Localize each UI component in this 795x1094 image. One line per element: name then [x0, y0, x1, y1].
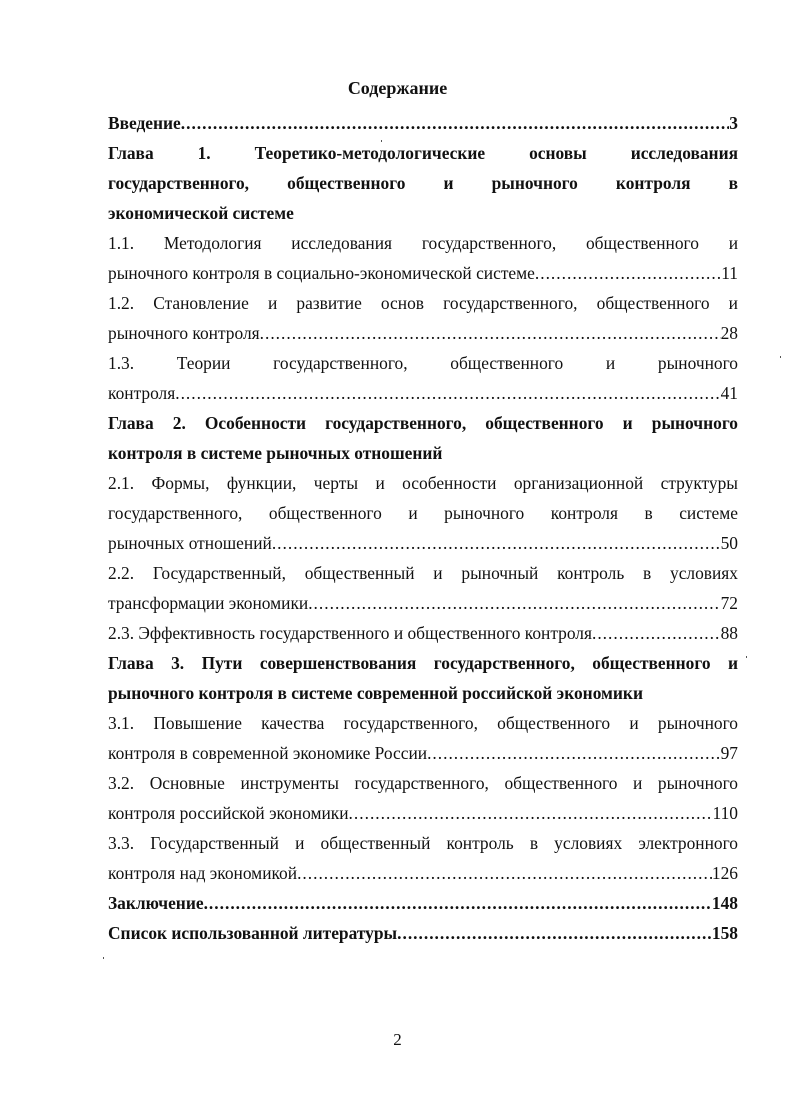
toc-page-number: 110 — [712, 803, 738, 823]
toc-leader-dots — [175, 378, 720, 408]
toc-page-number: 126 — [711, 863, 738, 883]
toc-leader-dots — [260, 318, 721, 348]
toc-chapter-1-line-2: государственного, общественного и рыночного контроля в — [108, 173, 738, 193]
toc-entry-text: рыночных отношений — [108, 533, 272, 553]
toc-entry-text: Заключение — [108, 893, 204, 913]
toc-entry-text: контроля — [108, 383, 176, 403]
toc-entry-text: рыночного контроля в социально-экономической системе — [108, 263, 535, 283]
toc-leader-dots — [308, 588, 720, 618]
toc-section-2-1 — [108, 528, 738, 558]
toc-entry-text: контроля российской экономики — [108, 803, 349, 823]
toc-entry-text: трансформации экономики — [108, 593, 309, 613]
toc-page-number: 3 — [729, 113, 738, 133]
toc-section-1-2-line-1: 1.2. Становление и развитие основ государственного, общественного и — [108, 293, 738, 313]
toc-section-2-3 — [108, 618, 738, 648]
toc-section-3-3-line-1: 3.3. Государственный и общественный контроль в условиях электронного — [108, 833, 738, 853]
toc-chapter-2-line-1: Глава 2. Особенности государственного, общественного и рыночного — [108, 413, 738, 433]
toc-leader-dots — [181, 108, 730, 138]
toc-page-number: 28 — [720, 323, 738, 343]
toc-section-3-2 — [108, 798, 738, 828]
toc-leader-dots — [427, 738, 721, 768]
toc-section-3-2-line-1: 3.2. Основные инструменты государственного, общественного и рыночного — [108, 773, 738, 793]
toc-leader-dots — [397, 918, 712, 948]
toc-chapter-3-line-1: Глава 3. Пути совершенствования государственного, общественного и — [108, 653, 738, 673]
toc-chapter-3-line-2: рыночного контроля в системе современной российской экономики — [108, 683, 643, 703]
toc-entry-text: Список использованной литературы — [108, 923, 398, 943]
toc-page-number: 97 — [720, 743, 738, 763]
toc-section-2-1-line-1: 2.1. Формы, функции, черты и особенности организационной структуры — [108, 473, 738, 493]
toc-entry-text: 2.3. Эффективность государственного и общественного контроля — [108, 623, 592, 643]
toc-section-3-3 — [108, 858, 738, 888]
toc-entry-conclusion — [108, 888, 738, 918]
toc-section-2-1-line-2: государственного, общественного и рыночного контроля в системе — [108, 503, 738, 523]
scan-speck — [381, 140, 382, 142]
toc-page-number: 50 — [720, 533, 738, 553]
toc-page-number: 41 — [720, 383, 738, 403]
page-number: 2 — [393, 1030, 402, 1049]
toc-section-3-1-line-1: 3.1. Повышение качества государственного, общественного и рыночного — [108, 713, 738, 733]
toc-leader-dots — [204, 888, 712, 918]
toc-entry-text: Введение — [108, 113, 181, 133]
toc-page-number: 11 — [721, 263, 738, 283]
toc-leader-dots — [592, 618, 721, 648]
toc-section-1-2 — [108, 318, 738, 348]
toc-section-2-2 — [108, 588, 738, 618]
scan-speck — [103, 957, 104, 959]
toc-leader-dots — [297, 858, 712, 888]
toc-chapter-2-line-2: контроля в системе рыночных отношений — [108, 443, 443, 463]
scan-speck — [746, 656, 747, 658]
toc-section-3-1 — [108, 738, 738, 768]
toc-page-number: 158 — [711, 923, 738, 943]
toc-section-2-2-line-1: 2.2. Государственный, общественный и рыночный контроль в условиях — [108, 563, 738, 583]
toc-section-1-3 — [108, 378, 738, 408]
scan-speck — [780, 356, 781, 358]
toc-entry-text: контроля в современной экономике России — [108, 743, 428, 763]
toc-entry-text: контроля над экономикой — [108, 863, 298, 883]
toc-chapter-1-line-1: Глава 1. Теоретико-методологические основы исследования — [108, 143, 738, 163]
toc-entry-bibliography — [108, 918, 738, 948]
toc-chapter-1-line-3: экономической системе — [108, 203, 294, 223]
toc-leader-dots — [535, 258, 721, 288]
toc-leader-dots — [349, 798, 713, 828]
toc-leader-dots — [272, 528, 721, 558]
toc-page-number: 88 — [720, 623, 738, 643]
toc-entry-intro — [108, 108, 738, 138]
toc-page-number: 72 — [720, 593, 738, 613]
toc-section-1-3-line-1: 1.3. Теории государственного, общественного и рыночного — [108, 353, 738, 373]
toc-page-number: 148 — [711, 893, 738, 913]
toc-entry-text: рыночного контроля — [108, 323, 260, 343]
page-title: Содержание — [347, 78, 448, 98]
toc-section-1-1-line-1: 1.1. Методология исследования государственного, общественного и — [108, 233, 738, 253]
toc-section-1-1 — [108, 258, 738, 288]
table-of-contents — [108, 108, 738, 948]
